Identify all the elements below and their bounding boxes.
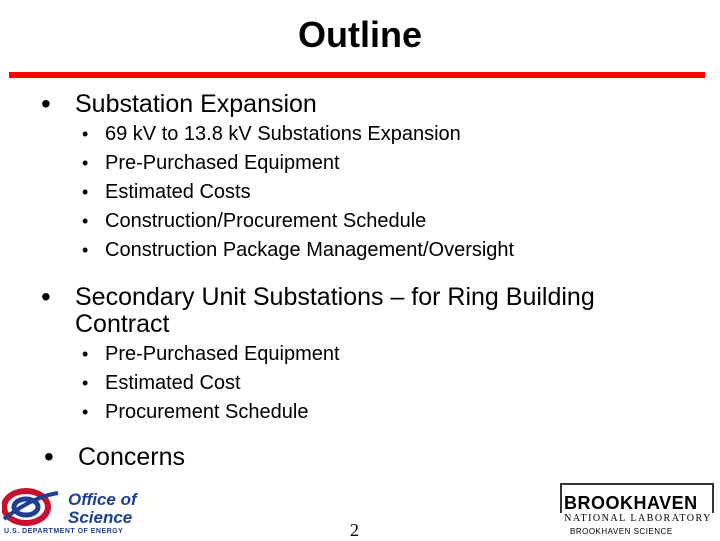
bullet-icon: • xyxy=(82,182,89,202)
bullet-icon: • xyxy=(82,124,89,144)
list-item xyxy=(82,238,515,262)
section-heading-text: Secondary Unit Substations – for Ring Building xyxy=(75,283,595,311)
list-item-text: Procurement Schedule xyxy=(105,401,309,423)
list-item xyxy=(82,122,461,146)
list-item-text: Pre-Purchased Equipment xyxy=(105,343,340,365)
section-heading-secondary-unit-substations xyxy=(41,281,595,338)
brookhaven-logo-subtitle: NATIONAL LABORATORY xyxy=(560,513,716,524)
list-item-text: Estimated Cost xyxy=(105,372,241,394)
list-item-text: Estimated Costs xyxy=(105,181,251,203)
list-item xyxy=(82,342,340,366)
doe-logo-text-line3: U.S. DEPARTMENT OF ENERGY xyxy=(4,528,124,535)
slide-footer xyxy=(0,478,720,540)
bullet-icon: • xyxy=(41,88,51,119)
section-heading-text: Substation Expansion xyxy=(75,90,317,118)
bullet-icon: • xyxy=(82,153,89,173)
list-item-text: 69 kV to 13.8 kV Substations Expansion xyxy=(105,123,461,145)
section-heading-text: Concerns xyxy=(78,443,185,471)
bullet-icon: • xyxy=(41,281,51,312)
list-item xyxy=(82,180,251,204)
bullet-icon: • xyxy=(82,402,89,422)
doe-logo-text-line1: Office of xyxy=(68,490,137,509)
list-item xyxy=(82,400,309,424)
list-item xyxy=(82,151,340,175)
brookhaven-logo xyxy=(560,483,716,536)
bullet-icon: • xyxy=(44,441,54,472)
brookhaven-associates-text: BROOKHAVEN SCIENCE xyxy=(570,527,673,536)
doe-office-of-science-logo xyxy=(2,484,162,536)
list-item-text: Construction/Procurement Schedule xyxy=(105,210,427,232)
list-item xyxy=(82,209,427,233)
bullet-icon: • xyxy=(82,211,89,231)
brookhaven-logo-name: BROOKHAVEN xyxy=(564,493,698,513)
section-heading-substation-expansion xyxy=(41,88,317,119)
slide-title: Outline xyxy=(298,14,422,55)
doe-swirl-emblem-icon xyxy=(2,487,60,527)
bullet-icon: • xyxy=(82,240,89,260)
doe-logo-text-line2: Science xyxy=(68,508,133,527)
section-heading-concerns xyxy=(44,441,185,472)
section-heading-text-continued: Contract xyxy=(75,310,170,338)
list-item-text: Pre-Purchased Equipment xyxy=(105,152,340,174)
page-number: 2 xyxy=(350,520,359,540)
list-item xyxy=(82,371,241,395)
list-item-text: Construction Package Management/Oversight xyxy=(105,239,515,261)
title-underline-rule xyxy=(9,72,705,78)
bullet-icon: • xyxy=(82,373,89,393)
bullet-icon: • xyxy=(82,344,89,364)
